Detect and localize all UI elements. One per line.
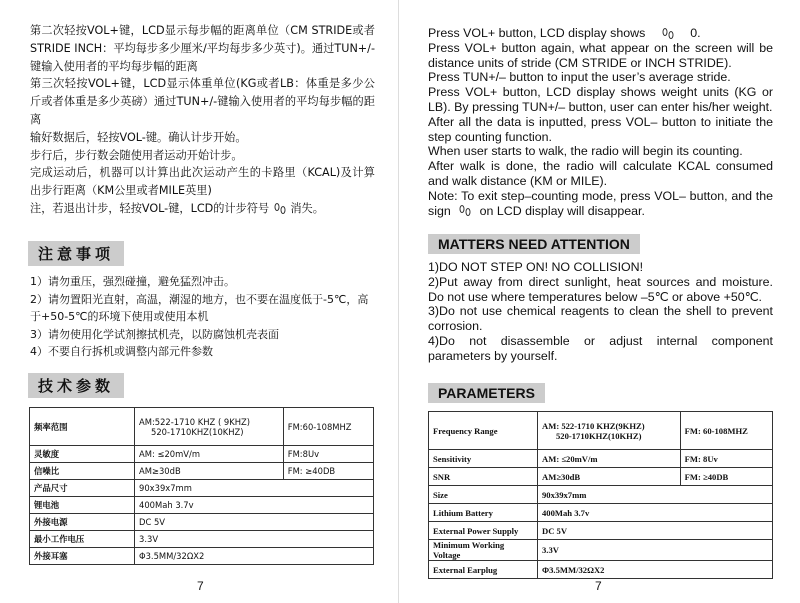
right-page: [400, 0, 800, 603]
sens-am: AM: ≤20mV/m: [538, 450, 681, 468]
size-label: 产品尺寸: [30, 480, 135, 497]
size-label: Size: [429, 486, 538, 504]
snr-label: 信噪比: [30, 463, 135, 480]
freq-label: 频率范围: [30, 408, 135, 446]
ear-label: 外接耳塞: [30, 548, 135, 565]
attention-list-zh: [30, 273, 375, 361]
size-value: 90x39x7mm: [135, 480, 374, 497]
en-para-3: Press VOL+ button, LCD display shows weight units (KG or LB). By pressing TUN+/– button, user can enter his/her weight.: [428, 85, 773, 114]
attention-item-2: 2）请勿置阳光直射，高温，潮湿的地方，也不要在温度低于-5℃，高于+50-5℃的环境下使用或使用本机: [30, 292, 369, 324]
zh-line-2: 第三次轻按VOL+键，LCD显示体重单位(KG或者LB：体重是多少公斤或者体重是多少英磅）通过TUN+/-键输入使用者的平均每步幅的距离: [30, 77, 375, 126]
params-table-zh: [29, 407, 374, 565]
freq-label: Frequency Range: [429, 412, 538, 450]
footprint-icon: [661, 27, 675, 41]
battery-value: 400Mah 3.7v: [538, 504, 773, 522]
ear-label: External Earplug: [429, 561, 538, 579]
en-attention-item-3: 3)Do not use chemical reagents to clean the shell to prevent corrosion.: [428, 304, 773, 334]
params-heading-en: PARAMETERS: [428, 383, 545, 403]
params-table-en: [428, 411, 773, 579]
snr-fm: FM: ≥40DB: [680, 468, 772, 486]
snr-label: SNR: [429, 468, 538, 486]
sens-fm: FM: 8Uv: [680, 450, 772, 468]
freq-am: AM:522-1710 KHZ ( 9KHZ) 520-1710KHZ(10KHZ): [135, 408, 284, 446]
battery-value: 400Mah 3.7v: [135, 497, 374, 514]
power-value: DC 5V: [135, 514, 374, 531]
page-number-right: 7: [595, 579, 602, 593]
en-para-4: After all the data is inputted, press VOL– button to initiate the step counting function.: [428, 114, 773, 144]
freq-am: AM: 522-1710 KHZ(9KHZ) 520-1710KHZ(10KHZ): [538, 412, 681, 450]
en-para-1: Press VOL+ button again, what appear on the screen will be distance units of stride (CM STRIDE or INCH STRIDE).: [428, 40, 773, 70]
size-value: 90x39x7mm: [538, 486, 773, 504]
zh-line-3: 输好数据后，轻按VOL-键。确认计步开始。: [30, 130, 247, 144]
zh-line-5: 完成运动后，机器可以计算出此次运动产生的卡路里（KCAL)及计算出步行距离（KM公里或者MILE英里): [30, 166, 375, 198]
attention-item-3: 3）请勿使用化学试剂擦拭机壳，以防腐蚀机壳表面: [30, 327, 279, 341]
sens-label: Sensitivity: [429, 450, 538, 468]
zh-note: 注，若退出计步，轻按VOL-键，LCD的计步符号 消失。: [30, 201, 324, 215]
zh-instructions: [30, 22, 375, 218]
attention-list-en: [428, 260, 773, 364]
attention-heading-zh: 注意事项: [28, 241, 124, 266]
attention-item-4: 4）不要自行拆机或调整内部元件参数: [30, 345, 213, 359]
power-label: 外接电源: [30, 514, 135, 531]
freq-fm: FM:60-108MHZ: [283, 408, 373, 446]
en-attention-item-2: 2)Put away from direct sunlight, heat sources and moisture. Do not use where temperatures below –5℃ or above +50℃.: [428, 274, 773, 304]
en-para-2: Press TUN+/– button to input the user’s average stride.: [428, 70, 731, 85]
left-page: [0, 0, 399, 603]
zh-line-1: 第二次轻按VOL+键，LCD显示每步幅的距离单位（CM STRIDE或者STRIDE INCH：平均每步多少厘米/平均每步多少英寸)。通过TUN+/-键输入使用者的平均每步幅的距离: [30, 24, 375, 73]
power-label: External Power Supply: [429, 522, 538, 540]
zh-line-4: 步行后，步行数会随使用者运动开始计步。: [30, 148, 243, 162]
battery-label: Lithium Battery: [429, 504, 538, 522]
attention-heading-en: MATTERS NEED ATTENTION: [428, 234, 640, 254]
sens-am: AM: ≤20mV/m: [135, 446, 284, 463]
en-attention-item-4: 4)Do not disassemble or adjust internal component parameters by yourself.: [428, 333, 773, 363]
power-value: DC 5V: [538, 522, 773, 540]
en-line-1: Press VOL+ button, LCD display shows 0.: [428, 26, 701, 40]
en-para-6: After walk is done, the radio will calculate KCAL consumed and walk distance (KM or MILE).: [428, 159, 773, 188]
ear-value: Φ3.5MM/32ΩX2: [135, 548, 374, 565]
params-heading-zh: 技术参数: [28, 373, 124, 398]
battery-label: 锂电池: [30, 497, 135, 514]
snr-fm: FM: ≥40DB: [283, 463, 373, 480]
page-number-left: 7: [197, 579, 204, 593]
en-attention-item-1: 1)DO NOT STEP ON! NO COLLISION!: [428, 260, 644, 274]
snr-am: AM≥30dB: [538, 468, 681, 486]
footprint-icon: [458, 204, 472, 218]
minv-value: 3.3V: [135, 531, 374, 548]
en-instructions: [428, 26, 773, 218]
footprint-icon: [273, 202, 287, 216]
attention-item-1: 1）请勿重压，强烈碰撞，避免猛烈冲击。: [30, 275, 235, 288]
sens-label: 灵敏度: [30, 446, 135, 463]
en-para-5: When user starts to walk, the radio will begin its counting.: [428, 144, 743, 159]
freq-fm: FM: 60-108MHZ: [680, 412, 772, 450]
snr-am: AM≥30dB: [135, 463, 284, 480]
minv-label: 最小工作电压: [30, 531, 135, 548]
minv-value: 3.3V: [538, 540, 773, 561]
en-note: Note: To exit step–counting mode, press VOL– button, and the sign on LCD display will disappear.: [428, 188, 773, 218]
sens-fm: FM:8Uv: [283, 446, 373, 463]
minv-label: Minimum Working Voltage: [429, 540, 538, 561]
ear-value: Φ3.5MM/32ΩX2: [538, 561, 773, 579]
